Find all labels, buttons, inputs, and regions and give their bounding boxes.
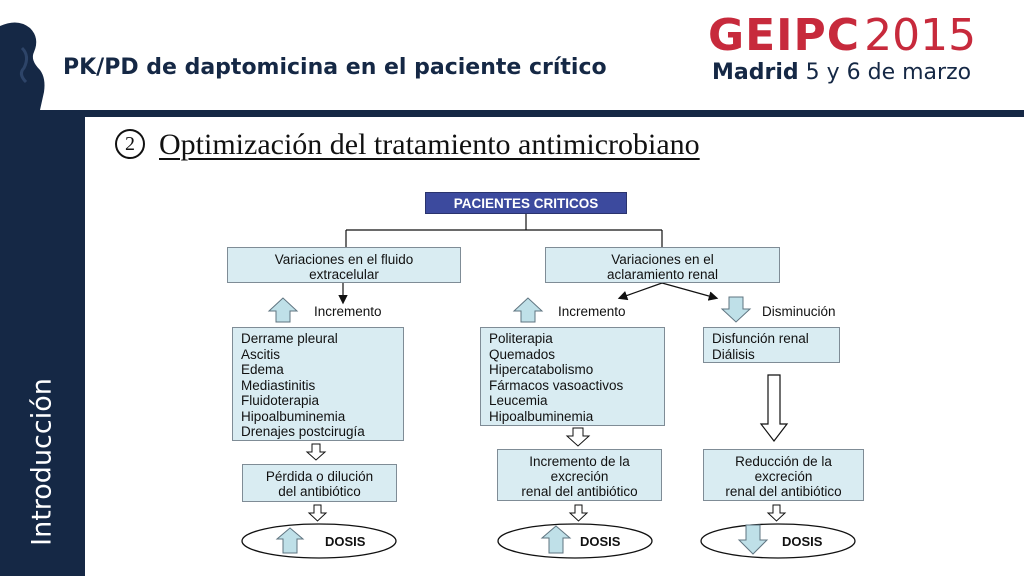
effect-line: renal del antibiótico [521, 484, 638, 499]
brand-city: Madrid [712, 60, 799, 85]
brand-dates: 5 y 6 de marzo [805, 60, 972, 85]
left-dose-label: DOSIS [325, 534, 366, 549]
factor-item: Mediastinitis [241, 377, 316, 393]
right-dose-label: DOSIS [782, 534, 823, 549]
left-dose-down-arrow-icon [309, 505, 326, 521]
middle-direction-label: Incremento [558, 304, 626, 319]
left-factors-box [232, 327, 404, 441]
left-cause-line: Variaciones en el fluido [274, 252, 414, 267]
effect-line: Pérdida o dilución [265, 469, 374, 484]
right-long-down-arrow-icon [761, 375, 787, 441]
factor-item: Hipoalbuminemia [241, 408, 346, 424]
slide-title: PK/PD de daptomicina en el paciente crítico [63, 55, 607, 80]
factor-item: Drenajes postcirugía [241, 424, 365, 439]
factor-item: Diálisis [712, 346, 755, 362]
left-cause-line: extracelular [309, 267, 379, 282]
brand-year: 2015 [864, 10, 977, 61]
left-effect-box [242, 464, 397, 502]
middle-dose-label: DOSIS [580, 534, 621, 549]
middle-increase-arrow-icon [514, 298, 542, 322]
factor-item: Quemados [489, 346, 556, 362]
factor-item: Hipercatabolismo [489, 362, 594, 377]
effect-line: excreción [550, 469, 609, 484]
effect-line: Incremento de la [529, 454, 630, 469]
right-decrease-arrow-icon [722, 297, 750, 322]
right-effect-box [703, 449, 864, 501]
right-direction-label: Disminución [762, 304, 836, 319]
factor-item: Hipoalbuminemia [489, 408, 594, 424]
right-dose-down-arrow-icon [768, 505, 785, 521]
heading-text: Optimización del tratamiento antimicrobiano [159, 128, 700, 161]
middle-factors-box [480, 327, 665, 426]
factor-item: Leucemia [489, 393, 548, 408]
right-cause-line: Variaciones en el [611, 252, 714, 267]
factor-item: Politerapia [489, 331, 553, 346]
middle-dose-down-arrow-icon [570, 505, 587, 521]
middle-cause-arrow [620, 283, 662, 298]
left-down-arrow-icon [307, 444, 325, 460]
right-cause-arrow [662, 283, 716, 298]
left-increase-arrow-icon [269, 298, 297, 322]
right-cause-line: aclaramiento renal [606, 267, 719, 282]
factor-item: Edema [241, 362, 284, 377]
factor-item: Derrame pleural [241, 331, 338, 346]
factor-item: Fluidoterapia [241, 393, 320, 408]
effect-line: renal del antibiótico [725, 484, 842, 499]
right-cause-box [545, 247, 780, 283]
brand-name: GEIPC [708, 10, 861, 61]
left-dose-ellipse [242, 524, 396, 558]
factor-item: Fármacos vasoactivos [489, 377, 624, 393]
left-cause-box [227, 247, 461, 283]
left-direction-label: Incremento [314, 304, 382, 319]
section-label: Introducción [26, 378, 58, 546]
heading-number-badge: 2 [115, 129, 145, 159]
effect-line: excreción [754, 469, 813, 484]
right-dose-ellipse [701, 524, 855, 558]
effect-line: Reducción de la [735, 454, 832, 469]
root-node: PACIENTES CRITICOS [425, 192, 627, 214]
middle-dose-ellipse [498, 524, 652, 558]
right-factors-box [703, 327, 840, 363]
middle-down-arrow-icon [567, 428, 589, 446]
factor-item: Ascitis [241, 346, 281, 362]
factor-item: Disfunción renal [712, 331, 809, 346]
effect-line: del antibiótico [278, 484, 361, 499]
tree-lines [346, 214, 662, 247]
middle-effect-box [497, 449, 662, 501]
